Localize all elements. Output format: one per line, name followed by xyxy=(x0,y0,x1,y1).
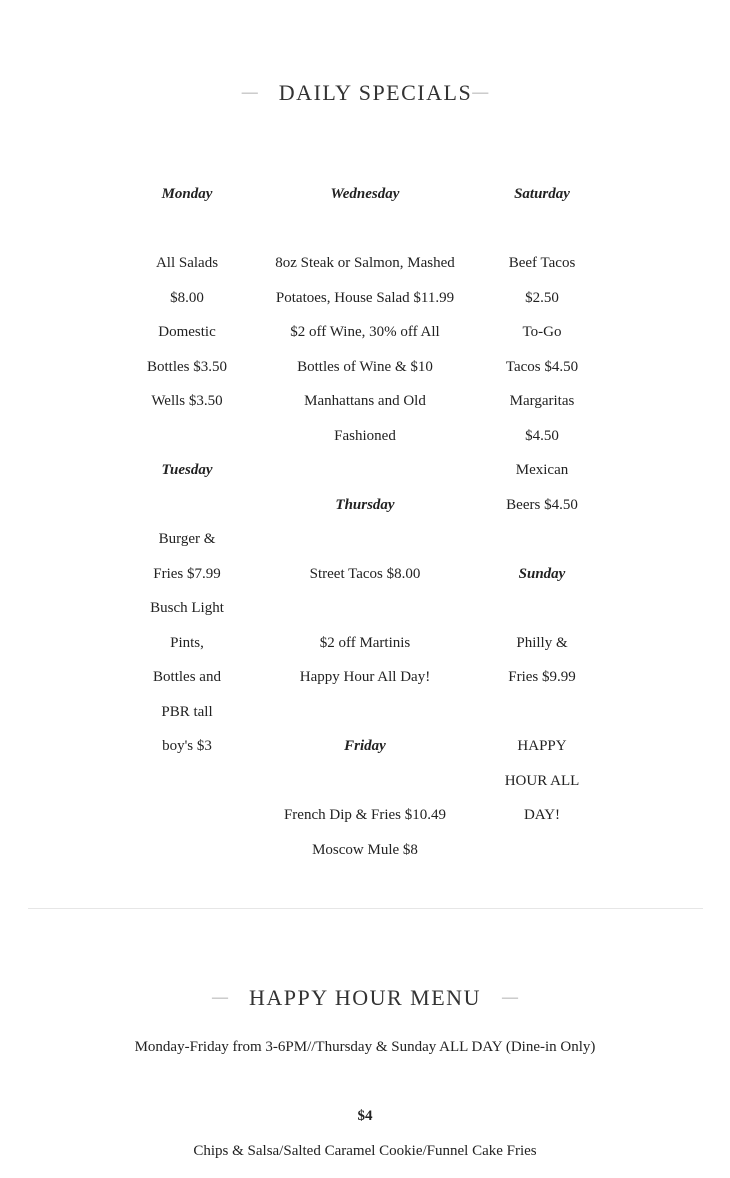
section-divider xyxy=(28,908,703,909)
daily-specials-title: DAILY SPECIALS xyxy=(278,80,473,105)
spacer-line xyxy=(249,453,481,488)
daily-specials-heading xyxy=(0,80,730,106)
spacer-line xyxy=(482,695,602,730)
spacer-line xyxy=(249,591,481,626)
heading-dash-right: — xyxy=(501,989,518,1006)
day-heading: Tuesday xyxy=(161,462,213,478)
spacer-line xyxy=(127,419,247,454)
happy-hour-heading xyxy=(0,985,730,1011)
happy-hour-schedule: Monday-Friday from 3-6PM//Thursday & Sunday ALL DAY (Dine-in Only) xyxy=(134,1039,596,1055)
special-line: Philly & xyxy=(516,634,568,651)
special-line: 8oz Steak or Salmon, Mashed xyxy=(275,255,455,271)
special-line: Happy Hour All Day! xyxy=(299,669,431,685)
special-line: Burger & xyxy=(158,531,216,547)
special-line: HAPPY xyxy=(517,738,567,754)
spacer-line xyxy=(249,212,481,247)
special-line: Manhattans and Old xyxy=(304,393,426,409)
happy-hour-price: $4 xyxy=(357,1108,373,1124)
special-line: Beef Tacos xyxy=(508,255,576,271)
spacer-line xyxy=(482,591,602,626)
specials-column-saturday-sunday xyxy=(482,177,602,833)
special-line: Domestic xyxy=(158,324,216,340)
special-line: To-Go xyxy=(522,324,562,340)
special-line: Pints, xyxy=(170,634,204,651)
special-line: $4.50 xyxy=(525,427,559,444)
special-line: Fries $7.99 xyxy=(153,565,221,582)
day-heading: Thursday xyxy=(335,496,395,513)
special-line: All Salads xyxy=(155,255,219,271)
special-line: $2.50 xyxy=(525,289,559,306)
day-heading: Saturday xyxy=(514,186,570,202)
spacer-line xyxy=(482,212,602,247)
heading-dash-left: — xyxy=(241,84,258,101)
special-line: boy's $3 xyxy=(162,738,212,754)
special-line: Margaritas xyxy=(509,393,575,409)
special-line: Moscow Mule $8 xyxy=(312,841,418,858)
spacer-line xyxy=(249,522,481,557)
special-line: Potatoes, House Salad $11.99 xyxy=(275,289,455,306)
spacer-line xyxy=(127,212,247,247)
day-heading: Sunday xyxy=(518,565,566,582)
spacer-line xyxy=(482,522,602,557)
special-line: Fries $9.99 xyxy=(508,669,576,685)
heading-dash-right: — xyxy=(472,84,489,101)
special-line: Bottles and xyxy=(153,669,221,685)
specials-column-wednesday-friday xyxy=(249,177,481,867)
happy-hour-title: HAPPY HOUR MENU xyxy=(249,985,481,1010)
specials-column-monday-tuesday xyxy=(127,177,247,764)
special-line: Fashioned xyxy=(334,427,396,444)
special-line: DAY! xyxy=(523,807,561,823)
special-line: Wells $3.50 xyxy=(151,393,223,409)
spacer-line xyxy=(127,488,247,523)
special-line: HOUR ALL xyxy=(504,772,580,789)
heading-dash-left: — xyxy=(212,989,229,1006)
special-line: $2 off Martinis xyxy=(319,634,411,651)
special-line: Busch Light xyxy=(150,600,224,616)
special-line: $8.00 xyxy=(170,289,204,306)
special-line: French Dip & Fries $10.49 xyxy=(283,807,447,823)
special-line: Street Tacos $8.00 xyxy=(309,565,421,582)
special-line: Beers $4.50 xyxy=(506,496,578,513)
day-heading: Monday xyxy=(161,186,213,202)
day-heading: Friday xyxy=(344,738,386,754)
special-line: $2 off Wine, 30% off All xyxy=(290,324,440,340)
happy-hour-items: Chips & Salsa/Salted Caramel Cookie/Funnel Cake Fries xyxy=(193,1143,537,1159)
special-line: PBR tall xyxy=(161,703,213,720)
spacer-line xyxy=(249,695,481,730)
spacer-line xyxy=(249,764,481,799)
special-line: Bottles of Wine & $10 xyxy=(297,358,433,375)
day-heading: Wednesday xyxy=(330,186,400,202)
special-line: Bottles $3.50 xyxy=(146,358,227,375)
special-line: Tacos $4.50 xyxy=(505,358,579,375)
special-line: Mexican xyxy=(515,462,569,478)
